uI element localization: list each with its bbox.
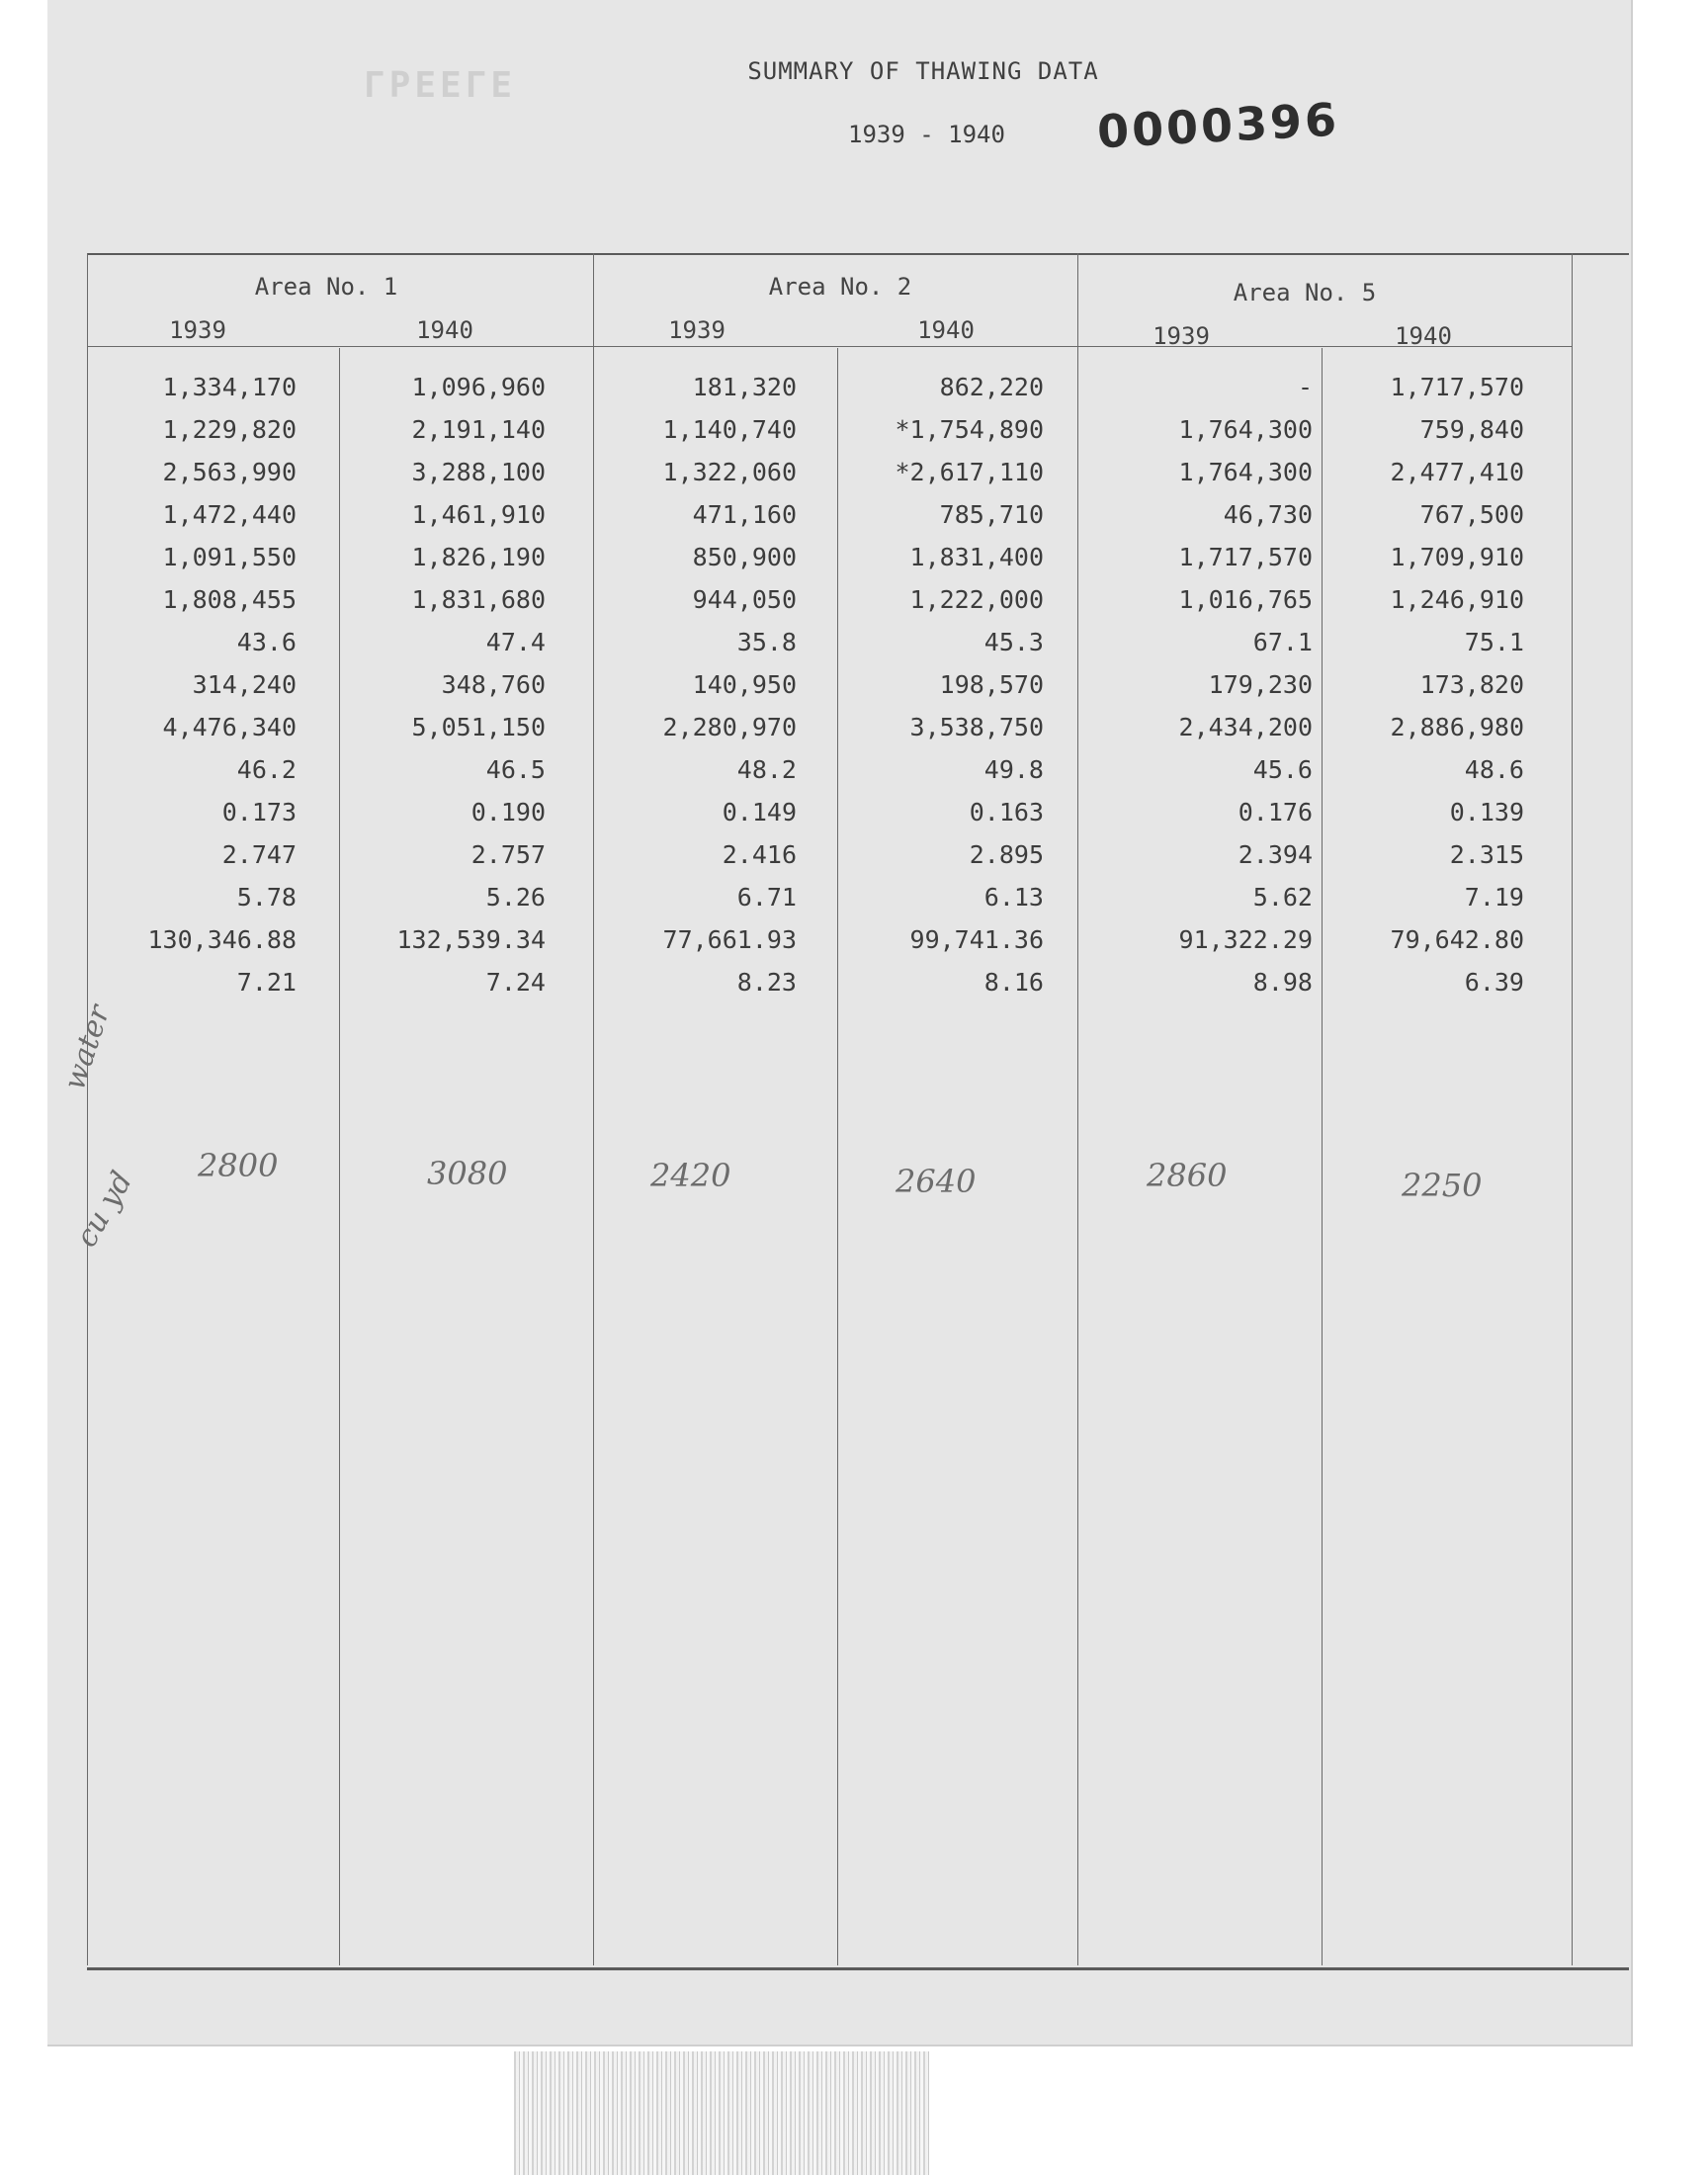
area-5-year-1940: 1940 [1395,322,1452,350]
table-cell: 2.757 [470,840,546,869]
table-cell: 2,191,140 [411,415,546,444]
table-cell: 7.21 [236,968,297,997]
handwritten-value-area5-1939: 2860 [1147,1157,1228,1194]
table-cell: 0.173 [221,798,297,826]
table-cell: 48.6 [1464,755,1524,784]
table-cell: 2,563,990 [162,458,297,486]
table-cell: 785,710 [939,500,1044,529]
divider-a5 [1322,348,1323,1965]
table-cell: 1,246,910 [1390,585,1524,614]
area-5-label: Area No. 5 [1233,279,1377,306]
table-cell: 1,764,300 [1178,415,1313,444]
table-cell: 91,322.29 [1178,925,1313,954]
table-cell: 5,051,150 [411,713,546,741]
table-cell: 1,334,170 [162,373,297,401]
table-cell: 2.394 [1238,840,1313,869]
table-cell: 1,461,910 [411,500,546,529]
table-cell: 1,229,820 [162,415,297,444]
table-cell: 850,900 [692,543,797,571]
table-cell: 1,764,300 [1178,458,1313,486]
table-cell: 2,477,410 [1390,458,1524,486]
table-cell: 471,160 [692,500,797,529]
table-cell: 43.6 [236,628,297,656]
bleed-through-text: ΓΡΕΕΓΕ [364,65,517,106]
table-border-right [1572,253,1573,1965]
table-cell: 2.315 [1449,840,1524,869]
area-2-year-1939: 1939 [668,316,726,344]
margin-note-water: water [57,1000,118,1094]
column-area5-1939 [1087,366,1313,1003]
table-cell: 130,346.88 [147,925,297,954]
table-cell: 1,091,550 [162,543,297,571]
table-cell: 179,230 [1208,670,1313,699]
table-cell: 759,840 [1419,415,1524,444]
table-cell: 767,500 [1419,500,1524,529]
table-cell: 1,831,400 [909,543,1044,571]
table-cell: 49.8 [983,755,1044,784]
table-cell: 6.71 [736,883,797,912]
table-cell: 1,016,765 [1178,585,1313,614]
table-cell: 2.747 [221,840,297,869]
divider-a1 [339,348,340,1965]
table-cell: 2,886,980 [1390,713,1524,741]
table-cell: 45.6 [1252,755,1313,784]
table-cell: 181,320 [692,373,797,401]
margin-note-cu-yd: cu yd [69,1166,140,1254]
column-area2-1940 [846,366,1044,1003]
table-cell: 132,539.34 [396,925,546,954]
table-cell: 8.98 [1252,968,1313,997]
area-1-year-1940: 1940 [416,316,473,344]
table-cell: 7.24 [485,968,546,997]
table-cell: 2,434,200 [1178,713,1313,741]
handwritten-value-area2-1940: 2640 [896,1163,977,1200]
table-cell: 79,642.80 [1390,925,1524,954]
table-cell: 2,280,970 [662,713,797,741]
table-cell: 99,741.36 [909,925,1044,954]
table-cell: 48.2 [736,755,797,784]
table-cell: 0.149 [722,798,797,826]
table-cell: 77,661.93 [662,925,797,954]
divider-area2-area5 [1077,253,1078,1965]
document-number-stamp: 0000396 [1095,92,1341,159]
table-cell: - [1297,373,1313,401]
table-cell: 67.1 [1252,628,1313,656]
table-cell: 5.26 [485,883,546,912]
table-cell: 0.190 [470,798,546,826]
table-cell: 7.19 [1464,883,1524,912]
handwritten-value-area2-1939: 2420 [650,1157,731,1194]
table-cell: 0.139 [1449,798,1524,826]
table-cell: 46.5 [485,755,546,784]
table-cell: 348,760 [441,670,546,699]
table-cell: 1,808,455 [162,585,297,614]
table-border-left [87,253,88,1965]
handwritten-value-area1-1939: 2800 [198,1147,279,1184]
table-cell: 46.2 [236,755,297,784]
table-cell: 198,570 [939,670,1044,699]
area-5-year-1939: 1939 [1153,322,1210,350]
column-area1-1940 [348,366,546,1003]
table-cell: 1,222,000 [909,585,1044,614]
table-cell: 1,717,570 [1178,543,1313,571]
table-cell: 0.163 [969,798,1044,826]
table-cell: 173,820 [1419,670,1524,699]
area-2-label: Area No. 2 [768,273,912,301]
table-cell: 0.176 [1238,798,1313,826]
table-cell: 3,538,750 [909,713,1044,741]
document-years: 1939 - 1940 [848,121,1005,148]
table-cell: 3,288,100 [411,458,546,486]
table-cell: 4,476,340 [162,713,297,741]
table-cell: 1,322,060 [662,458,797,486]
table-cell: 6.39 [1464,968,1524,997]
header-rule [87,346,1572,347]
table-cell: 5.62 [1252,883,1313,912]
handwritten-value-area1-1940: 3080 [427,1155,508,1192]
scanner-artifact [514,2051,929,2175]
table-cell: 46,730 [1223,500,1313,529]
table-cell: 1,709,910 [1390,543,1524,571]
table-cell: *1,754,890 [895,415,1044,444]
column-area5-1940 [1330,366,1524,1003]
document-title: SUMMARY OF THAWING DATA [747,57,1099,85]
table-cell: *2,617,110 [895,458,1044,486]
table-cell: 45.3 [983,628,1044,656]
table-cell: 1,472,440 [162,500,297,529]
area-2-year-1940: 1940 [917,316,975,344]
divider-area1-area2 [593,253,594,1965]
area-1-year-1939: 1939 [169,316,226,344]
table-cell: 35.8 [736,628,797,656]
handwritten-value-area5-1940: 2250 [1402,1167,1483,1204]
table-cell: 1,140,740 [662,415,797,444]
table-cell: 8.16 [983,968,1044,997]
table-cell: 75.1 [1464,628,1524,656]
table-cell: 1,096,960 [411,373,546,401]
table-cell: 5.78 [236,883,297,912]
area-1-label: Area No. 1 [254,273,398,301]
table-cell: 8.23 [736,968,797,997]
table-cell: 862,220 [939,373,1044,401]
table-cell: 314,240 [192,670,297,699]
table-cell: 6.13 [983,883,1044,912]
table-cell: 1,826,190 [411,543,546,571]
table-cell: 1,717,570 [1390,373,1524,401]
table-cell: 2.416 [722,840,797,869]
table-cell: 140,950 [692,670,797,699]
table-cell: 944,050 [692,585,797,614]
table-cell: 2.895 [969,840,1044,869]
table-cell: 1,831,680 [411,585,546,614]
divider-a2 [837,348,838,1965]
column-area1-1939 [99,366,297,1003]
table-cell: 47.4 [485,628,546,656]
column-area2-1939 [603,366,797,1003]
